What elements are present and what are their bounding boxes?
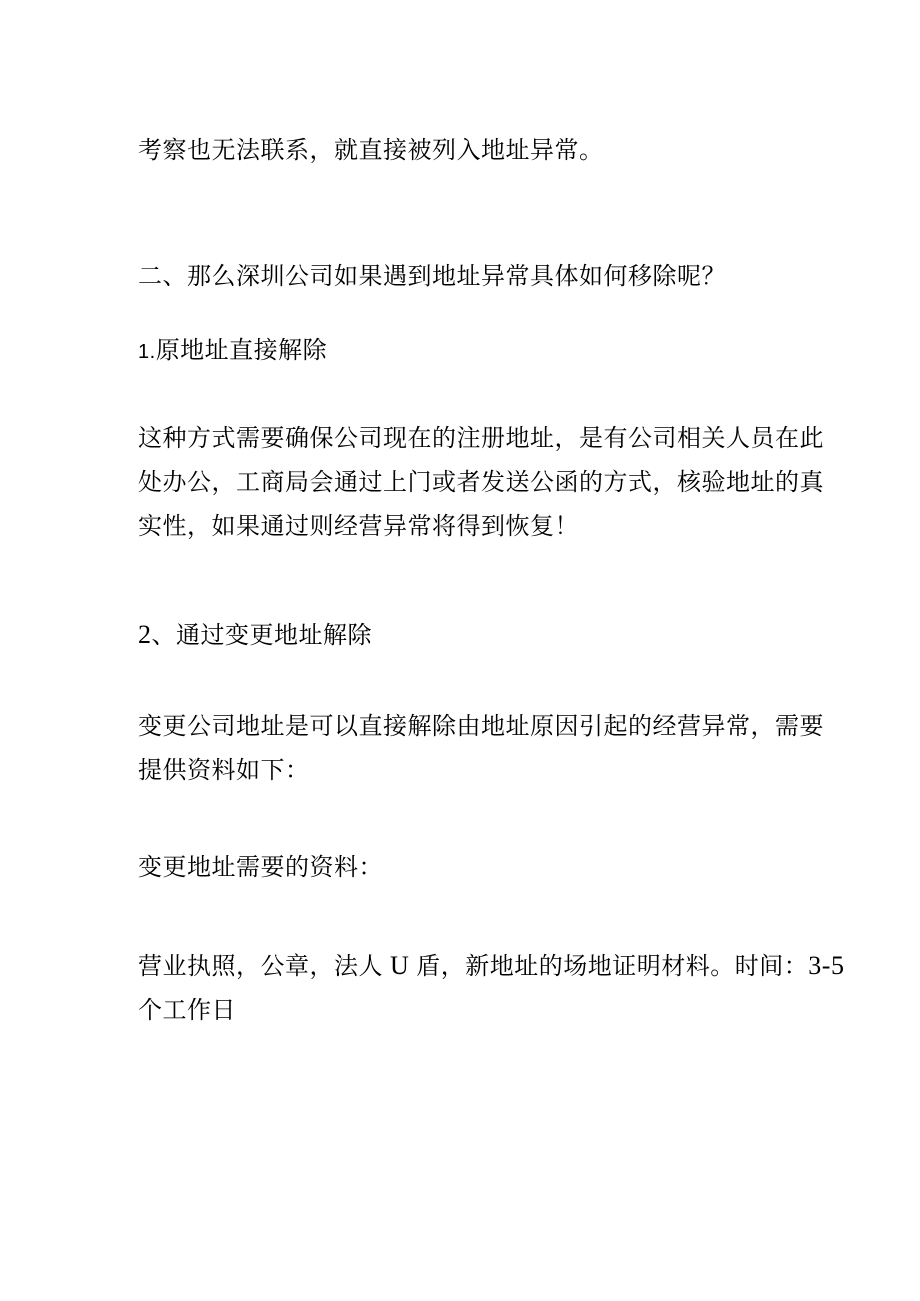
text-segment: 营业执照，公章，法人 — [138, 952, 383, 980]
section-heading-removal — [138, 254, 788, 298]
text-line — [138, 944, 845, 988]
text-line: 个工作日 — [138, 996, 236, 1024]
paragraph-address-intro — [138, 128, 788, 172]
subheading-direct-removal — [138, 328, 788, 372]
subheading-number: 2 — [138, 620, 152, 649]
text-line: 实性，如果通过则经营异常将得到恢复！ — [138, 512, 579, 540]
paragraph-required-materials — [138, 944, 845, 1032]
text-line: 这种方式需要确保公司现在的注册地址，是有公司相关人员在此 — [138, 424, 824, 452]
paragraph-direct-removal — [138, 416, 824, 548]
subheading-number: 1. — [138, 341, 156, 363]
subheading-change-address — [138, 613, 788, 657]
paragraph-required-materials-label — [138, 845, 788, 889]
heading-text: 二、那么深圳公司如果遇到地址异常具体如何移除呢？ — [138, 262, 726, 290]
text-line: 提供资料如下： — [138, 756, 310, 784]
subheading-text: 原地址直接解除 — [155, 336, 328, 364]
text-segment: 盾，新地址的场地证明材料。时间： — [416, 952, 809, 980]
text-segment-days: 3-5 — [808, 951, 845, 980]
text-segment-u-shield: U — [383, 951, 417, 980]
text-line: 考察也无法联系，就直接被列入地址异常。 — [138, 136, 604, 164]
subheading-text: 、通过变更地址解除 — [151, 621, 372, 649]
text-line: 变更公司地址是可以直接解除由地址原因引起的经营异常，需要 — [138, 712, 824, 740]
text-line: 处办公，工商局会通过上门或者发送公函的方式，核验地址的真 — [138, 468, 824, 496]
subheading-line — [138, 328, 788, 372]
paragraph-change-address — [138, 704, 824, 792]
text-line: 变更地址需要的资料： — [138, 853, 383, 881]
subheading-line — [138, 613, 788, 657]
